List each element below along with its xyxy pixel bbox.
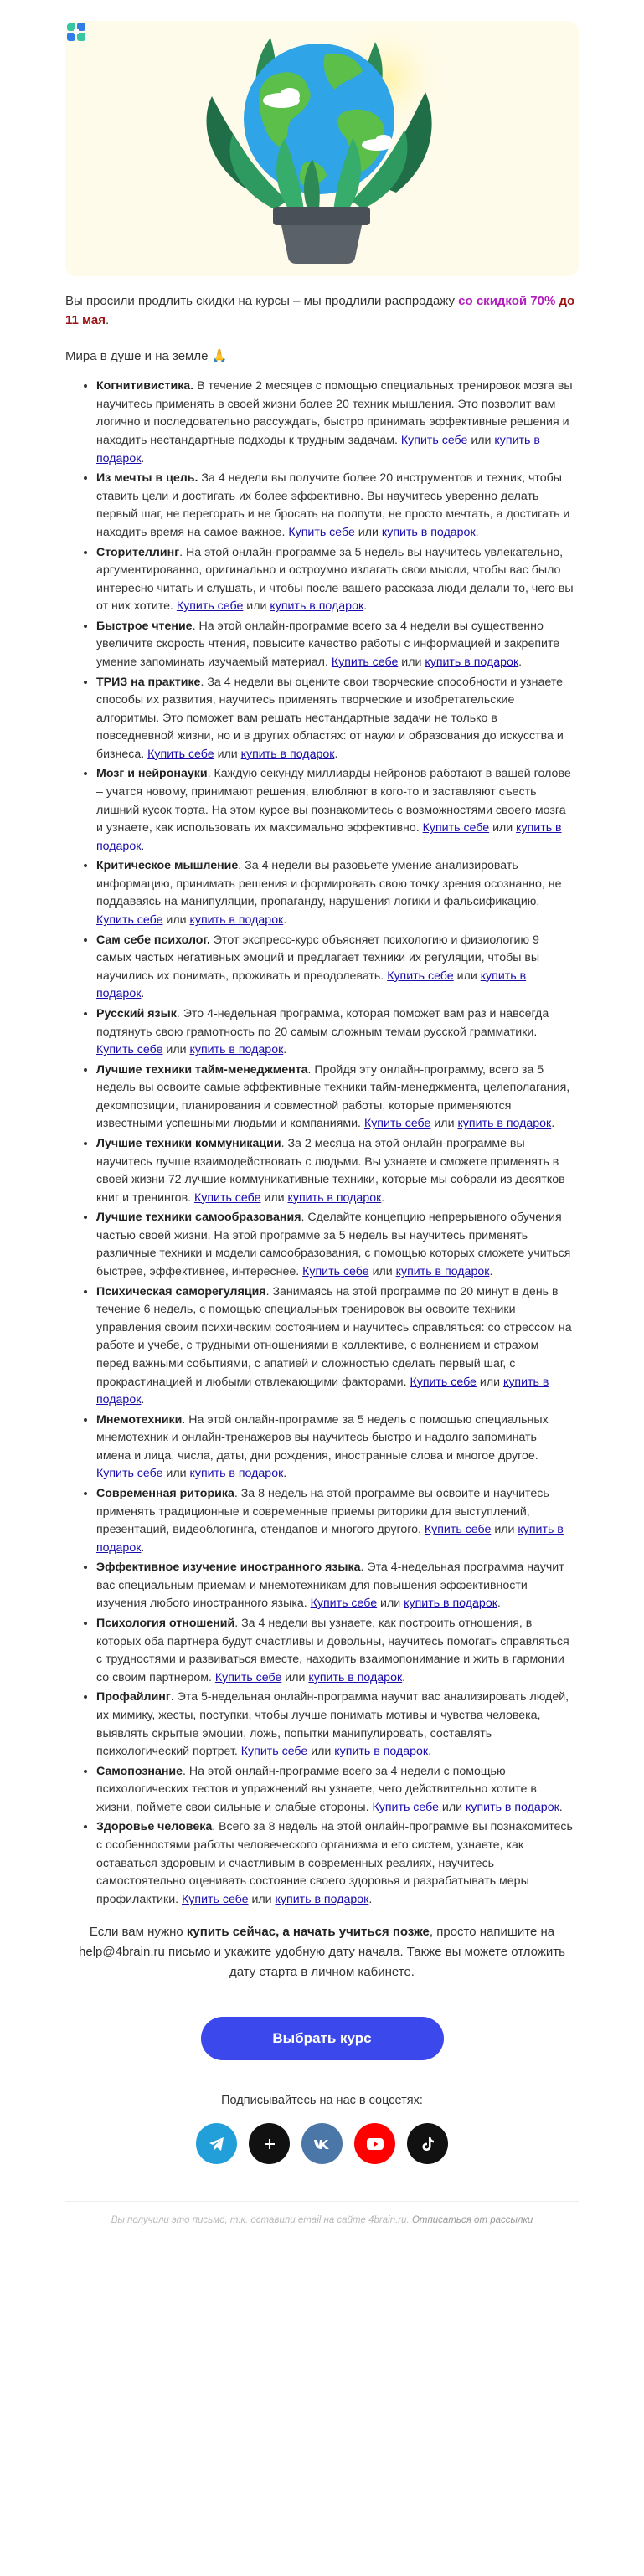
course-item: • Быстрое чтение. На этой онлайн-программе всего за 4 недели вы существенно увеличите скорость чтения, повысите качество работы с информацией и закрепите умение запоминать изучаемый материал. Купить себе или купить в подарок.: [96, 618, 579, 672]
course-description: . За 4 недели вы узнаете, как построить отношения, в которых оба партнера будут счастливы и довольны, научитесь помогать справляться с трудностями и развиваться вместе, находить взаимопонимание и жить в гармонии со своим партнером.: [96, 1617, 569, 1684]
discount-highlight: со скидкой 70%: [458, 294, 556, 308]
deadline-highlight: до 11 мая: [65, 294, 575, 328]
course-title: Лучшие техники тайм-менеджмента: [96, 1062, 308, 1077]
course-item: • Из мечты в цель. За 4 недели вы получите более 20 инструментов и техник, чтобы ставить цели и достигать их более эффективно. Вы научитесь уверенно делать первый шаг, не перегорать и не бросать на полпути, не просто мечтать, а достигать и находить время на самое важное. Купить себе или купить в подарок.: [96, 470, 579, 542]
buy-for-self-link[interactable]: Купить себе: [214, 1670, 282, 1684]
course-title: Быстрое чтение: [96, 619, 193, 633]
course-item: • Современная риторика. За 8 недель на этой программе вы освоите и научитесь применять традиционные и современные приемы риторики для выступлений, презентаций, видеоблогинга, стендапов и многого другого. Купить себе или купить в подарок.: [96, 1485, 579, 1557]
choose-course-button[interactable]: Выбрать курс: [201, 2017, 444, 2060]
course-description: За 4 недели вы получите более 20 инструментов и техник, чтобы ставить цели и достигать их более эффективно. Вы научитесь уверенно делать первый шаг, не перегорать и не бросать на полпути, не просто мечтать, а достигать и находить время на самое важное.: [96, 471, 570, 539]
buy-for-self-link[interactable]: Купить себе: [182, 1892, 249, 1906]
course-description: . На этой онлайн-программе за 5 недель вы научитесь увлекательно, аргументированно, оригинально и остроумно излагать свои мысли, чтобы вас было интересно читать и слушать, и чтобы после вашего рассказа люди делали то, чего вы от них хотите.: [96, 545, 574, 614]
peace-line: Мира в душе и на земле 🙏: [65, 348, 228, 363]
course-title: Лучшие техники самообразования: [96, 1211, 301, 1225]
course-description: . На этой онлайн-программе всего за 4 недели с помощью психологических тестов и упражнений вы узнаете, чего действительно хотите в жизни, поймете свои сильные и слабые стороны.: [96, 1764, 537, 1814]
buy-as-gift-link[interactable]: купить в подарок: [457, 1117, 552, 1131]
buy-for-self-link[interactable]: Купить себе: [372, 1800, 439, 1814]
course-description: Этот экспресс-курс объясняет психологию и физиологию 9 самых частых негативных эмоций и предлагает техники их регуляции, чтобы вы научились их понимать, проживать и преодолевать.: [96, 933, 540, 983]
course-item: • Здоровье человека. Всего за 8 недель на этой онлайн-программе вы познакомитесь с особенностями работы человеческого организма и его систем, узнаете, как оставаться здоровым и счастливым в современных реалиях, научитесь самостоятельно оценивать состояние своего здоровья и разрабатывать меры профилактики. Купить себе или купить в подарок.: [96, 1818, 579, 1909]
buy-for-self-link[interactable]: Купить себе: [96, 1467, 163, 1481]
course-item: • Профайлинг. Эта 5-недельная онлайн-программа научит вас анализировать людей, их мимику, жесты, поступки, чтобы лучше понимать мотивы и чувства человека, выявлять скрытые эмоции, ложь, попытки манипулировать, составлять психологический портрет. Купить себе или купить в подарок.: [96, 1689, 579, 1761]
course-description: . Сделайте концепцию непрерывного обучения частью своей жизни. На этой программе за 5 недель вы научитесь применять различные техники и модели самообразования, с помощью которых сможете учиться быстрее, эффективнее, интереснее.: [96, 1211, 571, 1279]
course-title: Сторителлинг: [96, 545, 180, 559]
buy-for-self-link[interactable]: Купить себе: [302, 1265, 369, 1279]
course-description: . Это 4-недельная программа, которая поможет вам раз и навсегда подтянуть свою грамотность по 20 самым сложным темам русской грамматики.: [96, 1006, 549, 1039]
course-title: ТРИЗ на практике: [96, 675, 201, 689]
course-item: • Когнитивистика. В течение 2 месяцев с помощью специальных тренировок мозга вы научитесь применять в своей жизни более 20 техник мышления. Это позволит вам логично и последовательно рассуждать, быстро принимать эффективные решения и находить нестандартные подходы к трудным задачам. Купить себе или купить в подарок.: [96, 378, 579, 468]
course-item: • Русский язык. Это 4-недельная программа, которая поможет вам раз и навсегда подтянуть свою грамотность по 20 самым сложным темам русской грамматики. Купить себе или купить в подарок.: [96, 1005, 579, 1060]
course-list: [65, 378, 579, 1909]
social-heading: Подписывайтесь на нас в соцсетях:: [221, 2094, 423, 2108]
intro-paragraph: Вы просили продлить скидки на курсы – мы продлили распродажу со скидкой 70% до 11 мая.: [65, 294, 575, 328]
course-title: Сам себе психолог.: [96, 933, 210, 947]
course-item: • Лучшие техники самообразования. Сделайте концепцию непрерывного обучения частью своей жизни. На этой программе за 5 недель вы научитесь применять различные техники и модели самообразования, с помощью которых сможете учиться быстрее, эффективнее, интереснее. Купить себе или купить в подарок.: [96, 1209, 579, 1281]
buy-as-gift-link[interactable]: купить в подарок: [334, 1745, 429, 1759]
buy-as-gift-link[interactable]: купить в подарок: [287, 1190, 382, 1205]
buy-for-self-link[interactable]: Купить себе: [387, 969, 454, 983]
social-links: [65, 2123, 579, 2164]
buy-as-gift-link[interactable]: купить в подарок: [404, 1597, 497, 1611]
footer: Вы получили это письмо, т.к. оставили email на сайте 4brain.ru. Отписаться от рассылки: [65, 2201, 579, 2228]
course-item: • Лучшие техники тайм-менеджмента. Пройдя эту онлайн-программу, всего за 5 недель вы освоите самые эффективные техники тайм-менеджмента, целеполагания, декомпозиции, планирования и совместной работы, которые применяются известными успешными людьми и компаниями. Купить себе или купить в подарок.: [96, 1062, 579, 1134]
course-title: Из мечты в цель.: [96, 471, 198, 486]
buy-for-self-link[interactable]: Купить себе: [400, 434, 468, 448]
buy-for-self-link[interactable]: Купить себе: [96, 1043, 163, 1057]
course-description: . За 2 месяца на этой онлайн-программе вы научитесь лучше взаимодействовать с людьми. Вы узнаете и сможете применять в своей жизни 72 лучшие коммуникативные техники, которые мы собрали из десятков книг и тренингов.: [96, 1137, 565, 1205]
buy-for-self-link[interactable]: Купить себе: [310, 1597, 378, 1611]
course-title: Русский язык: [96, 1006, 177, 1021]
course-item: • Сам себе психолог. Этот экспресс-курс объясняет психологию и физиологию 9 самых частых негативных эмоций и предлагает техники их регуляции, чтобы вы научились их понимать, проживать и преодолевать. Купить себе или купить в подарок.: [96, 932, 579, 1004]
buy-as-gift-link[interactable]: купить в подарок: [189, 1043, 284, 1057]
course-title: Здоровье человека: [96, 1820, 213, 1834]
hero-banner: [65, 21, 579, 276]
buy-as-gift-link[interactable]: купить в подарок: [240, 747, 335, 761]
course-title: Современная риторика: [96, 1486, 234, 1500]
vk-icon[interactable]: [301, 2123, 343, 2164]
course-item: • Эффективное изучение иностранного языка. Эта 4-недельная программа научит вас специальным приемам и мнемотехникам для повышения эффективности изучения любого иностранного языка. Купить себе или купить в подарок.: [96, 1559, 579, 1613]
buy-as-gift-link[interactable]: купить в подарок: [96, 821, 562, 853]
buy-for-self-link[interactable]: Купить себе: [176, 599, 244, 614]
buy-as-gift-link[interactable]: купить в подарок: [395, 1265, 490, 1279]
course-description: . Пройдя эту онлайн-программу, всего за 5 недель вы освоите самые эффективные техники тайм-менеджмента, целеполагания, декомпозиции, планирования и совместной работы, которые применяются известными успешными людьми и компаниями.: [96, 1062, 570, 1131]
buy-for-self-link[interactable]: Купить себе: [288, 525, 355, 539]
email-body: [65, 0, 579, 2239]
globe-plant-illustration: [65, 21, 579, 276]
buy-for-self-link[interactable]: Купить себе: [331, 655, 399, 669]
buy-for-self-link[interactable]: Купить себе: [147, 747, 214, 761]
buy-as-gift-link[interactable]: купить в подарок: [96, 1375, 549, 1407]
tiktok-icon[interactable]: [407, 2123, 448, 2164]
course-title: Психология отношений: [96, 1617, 235, 1631]
course-description: . На этой онлайн-программе за 5 недель с помощью специальных мнемотехник и онлайн-тренажеров вы научитесь быстро и надолго запоминать имена и лица, числа, даты, дни рождения, иностранные слова и многое другое.: [96, 1412, 549, 1463]
buy-for-self-link[interactable]: Купить себе: [410, 1375, 477, 1389]
course-item: • Сторителлинг. На этой онлайн-программе за 5 недель вы научитесь увлекательно, аргументированно, оригинально и остроумно излагать свои мысли, чтобы вас было интересно читать и слушать, и чтобы после вашего рассказа люди делали то, чего вы от них хотите. Купить себе или купить в подарок.: [96, 544, 579, 616]
plus-icon[interactable]: [249, 2123, 290, 2164]
buy-for-self-link[interactable]: Купить себе: [240, 1745, 308, 1759]
course-item: • ТРИЗ на практике. За 4 недели вы оцените свои творческие способности и узнаете способы их развития, научитесь применять творческие и изобретательские алгоритмы. Это поможет вам решать нестандартные задачи не только в повседневной жизни, но и в других областях: от науки и образования до искусства и бизнеса. Купить себе или купить в подарок.: [96, 674, 579, 764]
course-title: Когнитивистика.: [96, 379, 194, 393]
buy-for-self-link[interactable]: Купить себе: [363, 1117, 431, 1131]
course-description: . Эта 4-недельная программа научит вас специальным приемам и мнемотехникам для повышения эффективности изучения любого иностранного языка.: [96, 1561, 564, 1611]
course-title: Эффективное изучение иностранного языка: [96, 1561, 361, 1575]
course-description: . Занимаясь на этой программе по 20 минут в день в течение 6 недель, с помощью специальных тренировок вы освоите техники управления своим психическим состоянием и научитесь справляться: со стрессом на работе и учебе, с трудными отношениями в коллективе, с волнением и страхом перед важными событиями, с апатией и сложностью сделать первый шаг, с прокрастинацией и любыми отвлекающими факторами.: [96, 1284, 572, 1389]
brand-logo-icon: [65, 21, 87, 43]
course-description: . На этой онлайн-программе всего за 4 недели вы существенно увеличите скорость чтения, повысите качество работы с информацией и закрепите умение запоминать изучаемый материал.: [96, 619, 560, 669]
course-description: . Каждую секунду миллиарды нейронов работают в вашей голове – учатся новому, принимают решения, влюбляют в кого-то и заставляют съесть лишний кусок торта. На этом курсе вы познакомитесь с возможностями своего мозга и узнаете, как использовать их максимально эффективно.: [96, 767, 571, 836]
course-description: . За 8 недель на этой программе вы освоите и научитесь применять традиционные и современные приемы риторики для выступлений, презентаций, видеоблогинга, стендапов и многого другого.: [96, 1486, 549, 1537]
course-item: • Критическое мышление. За 4 недели вы разовьете умение анализировать информацию, принимать решения и формировать свою точку зрения осознанно, не поддаваясь на манипуляции, пропаганду, нарушения логики и фальсификацию. Купить себе или купить в подарок.: [96, 857, 579, 929]
unsubscribe-link[interactable]: Отписаться от рассылки: [411, 2215, 533, 2226]
course-item: • Психическая саморегуляция. Занимаясь на этой программе по 20 минут в день в течение 6 недель, с помощью специальных тренировок вы освоите техники управления своим психическим состоянием и научитесь справляться: со стрессом на работе и учебе, с трудными отношениями в коллективе, с волнением и страхом перед важными событиями, с апатией и сложностью сделать первый шаг, с прокрастинацией и любыми отвлекающими факторами. Купить себе или купить в подарок.: [96, 1283, 579, 1410]
course-title: Самопознание: [96, 1764, 183, 1778]
buy-as-gift-link[interactable]: купить в подарок: [189, 913, 284, 928]
outro-paragraph: Если вам нужно купить сейчас, а начать учиться позже, просто напишите на help@4brain.ru письмо и укажите удобную дату начала. Также вы можете отложить дату старта в личном кабинете.: [79, 1925, 565, 1980]
course-title: Лучшие техники коммуникации: [96, 1137, 281, 1150]
buy-as-gift-link[interactable]: купить в подарок: [466, 1800, 559, 1814]
course-title: Критическое мышление: [96, 859, 239, 873]
youtube-icon[interactable]: [354, 2123, 395, 2164]
buy-as-gift-link[interactable]: купить в подарок: [96, 969, 527, 1001]
course-item: • Мозг и нейронауки. Каждую секунду миллиарды нейронов работают в вашей голове – учатся новому, принимают решения, влюбляют в кого-то и заставляют съесть лишний кусок торта. На этом курсе вы познакомитесь с возможностями своего мозга и узнаете, как использовать их максимально эффективно. Купить себе или купить в подарок.: [96, 765, 579, 856]
course-item: • Психология отношений. За 4 недели вы узнаете, как построить отношения, в которых оба партнера будут счастливы и довольны, научитесь помогать справляться с трудностями и развиваться вместе, находить взаимопонимание и жить в гармонии со своим партнером. Купить себе или купить в подарок.: [96, 1615, 579, 1687]
course-title: Мнемотехники: [96, 1412, 183, 1427]
buy-as-gift-link[interactable]: купить в подарок: [96, 434, 540, 465]
course-item: • Мнемотехники. На этой онлайн-программе за 5 недель с помощью специальных мнемотехник и онлайн-тренажеров вы научитесь быстро и надолго запоминать имена и лица, числа, даты, дни рождения, иностранные слова и многое другое. Купить себе или купить в подарок.: [96, 1411, 579, 1483]
buy-as-gift-link[interactable]: купить в подарок: [96, 1523, 564, 1555]
buy-for-self-link[interactable]: Купить себе: [424, 1523, 492, 1537]
course-title: Профайлинг: [96, 1690, 171, 1704]
buy-as-gift-link[interactable]: купить в подарок: [308, 1670, 403, 1684]
buy-for-self-link[interactable]: Купить себе: [194, 1190, 261, 1205]
buy-as-gift-link[interactable]: купить в подарок: [425, 655, 519, 669]
course-description: . За 4 недели вы оцените свои творческие способности и узнаете способы их развития, научитесь применять творческие и изобретательские алгоритмы. Это поможет вам решать нестандартные задачи не только в повседневной жизни, но и в других областях: от науки и образования до искусства и бизнеса.: [96, 675, 564, 761]
course-item: • Самопознание. На этой онлайн-программе всего за 4 недели с помощью психологических тестов и упражнений вы узнаете, чего действительно хотите в жизни, поймете свои сильные и слабые стороны. Купить себе или купить в подарок.: [96, 1763, 579, 1818]
buy-as-gift-link[interactable]: купить в подарок: [189, 1467, 284, 1481]
course-title: Психическая саморегуляция: [96, 1284, 266, 1298]
buy-as-gift-link[interactable]: купить в подарок: [275, 1892, 369, 1906]
course-item: • Лучшие техники коммуникации. За 2 месяца на этой онлайн-программе вы научитесь лучше взаимодействовать с людьми. Вы узнаете и сможете применять в своей жизни 72 лучшие коммуникативные техники, которые мы собрали из десятков книг и тренингов. Купить себе или купить в подарок.: [96, 1135, 579, 1207]
buy-for-self-link[interactable]: Купить себе: [96, 913, 163, 928]
course-description: . Всего за 8 недель на этой онлайн-программе вы познакомитесь с особенностями работы человеческого организма и его систем, узнаете, как оставаться здоровым и счастливым в современных реалиях, научитесь самостоятельно оценивать состояние своего здоровья и разрабатывать меры профилактики.: [96, 1820, 573, 1906]
buy-as-gift-link[interactable]: купить в подарок: [270, 599, 364, 614]
buy-for-self-link[interactable]: Купить себе: [422, 821, 490, 836]
telegram-icon[interactable]: [196, 2123, 237, 2164]
course-description: . За 4 недели вы разовьете умение анализировать информацию, принимать решения и формировать свою точку зрения осознанно, не поддаваясь на манипуляции, пропаганду, нарушения логики и фальсификацию.: [96, 859, 562, 909]
course-title: Мозг и нейронауки: [96, 767, 208, 781]
course-description: . Эта 5-недельная онлайн-программа научит вас анализировать людей, их мимику, жесты, поступки, чтобы лучше понимать мотивы и чувства человека, выявлять скрытые эмоции, ложь, попытки манипулировать, составлять психологический портрет.: [96, 1690, 569, 1759]
buy-as-gift-link[interactable]: купить в подарок: [381, 525, 476, 539]
course-description: В течение 2 месяцев с помощью специальных тренировок мозга вы научитесь применять в своей жизни более 20 техник мышления. Это позволит вам логично и последовательно рассуждать, быстро принимать эффективные решения и находить нестандартные подходы к трудным задачам.: [96, 379, 573, 448]
